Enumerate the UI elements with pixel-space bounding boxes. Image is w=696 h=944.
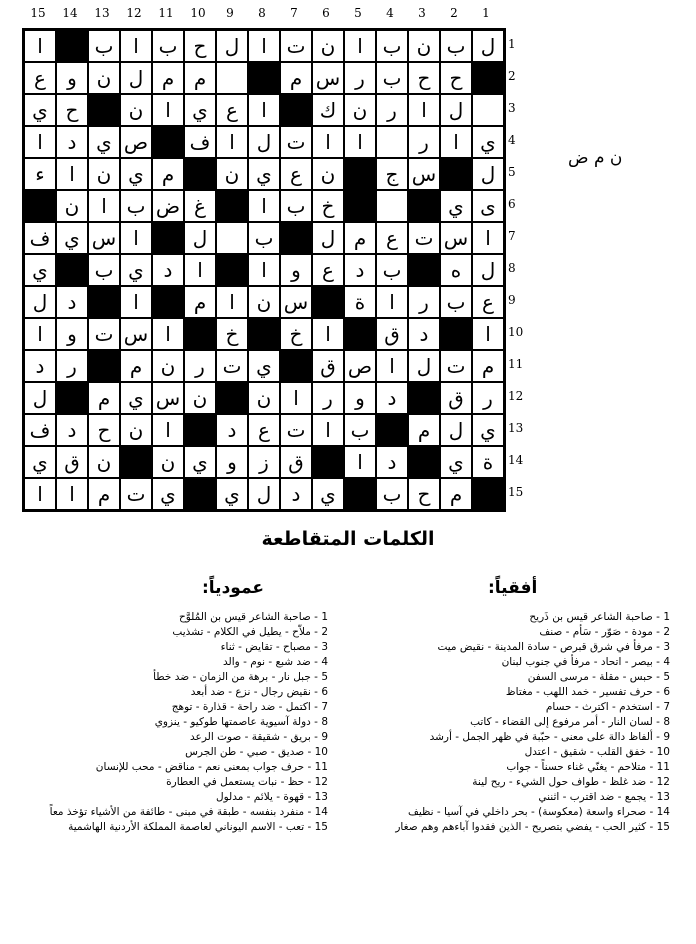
grid-cell[interactable]: ي <box>440 446 472 478</box>
grid-cell[interactable]: ر <box>408 126 440 158</box>
clue-item: 10 - صديق - صبي - طن الجرس <box>185 746 328 758</box>
grid-cell[interactable] <box>376 126 408 158</box>
black-square <box>344 318 376 350</box>
black-square <box>152 126 184 158</box>
grid-cell[interactable]: د <box>24 350 56 382</box>
side-note: ن م ض <box>568 148 623 168</box>
grid-cell[interactable]: ن <box>312 30 344 62</box>
grid-cell[interactable]: ا <box>312 318 344 350</box>
clue-item: 1 - صاحبة الشاعر قيس بن ذَريح <box>529 611 670 623</box>
grid-cell[interactable]: ن <box>120 414 152 446</box>
grid-cell[interactable]: ز <box>248 446 280 478</box>
black-square <box>184 478 216 510</box>
grid-cell[interactable]: د <box>56 414 88 446</box>
black-square <box>216 254 248 286</box>
black-square <box>408 446 440 478</box>
grid-cell[interactable]: ه <box>440 254 472 286</box>
black-square <box>56 30 88 62</box>
grid-cell[interactable]: ل <box>24 382 56 414</box>
grid-cell[interactable]: ف <box>24 222 56 254</box>
grid-cell[interactable]: د <box>280 478 312 510</box>
clue-item: 3 - مرفأ في شرق قبرص - سادة المدينة - نقيض ميت <box>437 641 670 653</box>
grid-cell[interactable]: ا <box>216 126 248 158</box>
grid-cell[interactable]: ي <box>248 158 280 190</box>
column-number: 12 <box>126 6 142 20</box>
column-numbers <box>22 6 502 26</box>
column-number: 9 <box>226 6 234 20</box>
grid-cell[interactable]: ي <box>184 446 216 478</box>
grid-cell[interactable]: ف <box>24 414 56 446</box>
grid-cell[interactable]: د <box>344 254 376 286</box>
black-square <box>440 158 472 190</box>
row-number: 7 <box>508 229 516 243</box>
row-number: 10 <box>508 325 524 339</box>
clue-item: 7 - اكتمل - ضد راحة - قذارة - توهج <box>171 701 328 713</box>
black-square <box>24 190 56 222</box>
grid-cell[interactable]: ب <box>88 254 120 286</box>
grid-cell[interactable]: ق <box>312 350 344 382</box>
grid-cell[interactable]: ن <box>88 62 120 94</box>
row-number: 2 <box>508 69 516 83</box>
grid-cell[interactable]: د <box>152 254 184 286</box>
grid-cell[interactable]: ج <box>376 158 408 190</box>
clue-item: 4 - بيصر - اتحاد - مرفأ في جنوب لبنان <box>501 656 670 668</box>
grid-cell[interactable]: م <box>408 414 440 446</box>
clue-item: 2 - ملاّح - يطيل في الكلام - تشذيب <box>172 626 328 638</box>
black-square <box>152 286 184 318</box>
grid-cell[interactable]: ع <box>472 286 504 318</box>
grid-cell[interactable]: ب <box>376 30 408 62</box>
grid-cell[interactable]: ا <box>248 190 280 222</box>
grid-cell[interactable]: خ <box>312 190 344 222</box>
grid-cell[interactable]: س <box>312 62 344 94</box>
grid-cell[interactable]: ى <box>472 190 504 222</box>
grid-cell[interactable]: ا <box>24 318 56 350</box>
black-square <box>56 254 88 286</box>
clue-item: 15 - كثير الحب - يفضي بتصريح - الذين فقدوا آباءهم وهم صغار <box>395 821 670 833</box>
grid-cell[interactable]: ر <box>376 94 408 126</box>
grid-cell[interactable]: ن <box>152 350 184 382</box>
grid-cell[interactable]: ب <box>280 190 312 222</box>
row-number: 12 <box>508 389 524 403</box>
black-square <box>184 158 216 190</box>
grid-cell[interactable]: ت <box>280 126 312 158</box>
grid-cell[interactable]: س <box>88 222 120 254</box>
across-clues-list <box>350 610 670 835</box>
black-square <box>408 190 440 222</box>
clue-item: 9 - بريق - شقيقة - صوت الرعد <box>190 731 328 743</box>
black-square <box>344 478 376 510</box>
grid-cell[interactable]: ا <box>376 350 408 382</box>
row-number: 3 <box>508 101 516 115</box>
grid-cell[interactable]: ح <box>56 94 88 126</box>
grid-cell[interactable] <box>216 62 248 94</box>
black-square <box>56 382 88 414</box>
grid-cell[interactable]: ن <box>248 382 280 414</box>
grid-cell[interactable]: ب <box>120 190 152 222</box>
grid-cell[interactable]: ء <box>24 158 56 190</box>
grid-cell[interactable]: ا <box>472 222 504 254</box>
grid-cell[interactable]: ل <box>472 254 504 286</box>
grid-cell[interactable]: ب <box>376 478 408 510</box>
grid-cell[interactable]: خ <box>280 318 312 350</box>
grid-cell[interactable]: ب <box>88 30 120 62</box>
grid-cell[interactable]: ا <box>376 286 408 318</box>
clue-item: 13 - يجمع - ضد اقترب - اثنني <box>538 791 670 803</box>
grid-cell[interactable]: ل <box>184 222 216 254</box>
grid-cell[interactable]: ل <box>408 350 440 382</box>
grid-cell[interactable]: ي <box>56 222 88 254</box>
grid-cell[interactable]: ا <box>24 126 56 158</box>
grid-cell[interactable]: ي <box>312 478 344 510</box>
grid-cell[interactable]: ب <box>376 254 408 286</box>
grid-cell[interactable]: ا <box>408 94 440 126</box>
grid-cell[interactable]: م <box>440 478 472 510</box>
grid-cell[interactable]: ا <box>248 254 280 286</box>
clue-item: 8 - دولة آسيوية عاصمتها طوكيو - ينزوي <box>154 716 328 728</box>
grid-cell[interactable]: ا <box>312 414 344 446</box>
black-square <box>280 94 312 126</box>
grid-cell[interactable]: ن <box>120 94 152 126</box>
grid-cell[interactable]: د <box>56 286 88 318</box>
grid-cell[interactable]: ن <box>56 190 88 222</box>
grid-cell[interactable] <box>472 94 504 126</box>
grid-cell[interactable]: ي <box>216 478 248 510</box>
grid-cell[interactable]: ق <box>440 382 472 414</box>
grid-cell[interactable]: و <box>280 254 312 286</box>
grid-cell[interactable]: و <box>56 62 88 94</box>
black-square <box>312 286 344 318</box>
grid-cell[interactable]: ل <box>24 286 56 318</box>
grid-cell[interactable]: م <box>184 62 216 94</box>
clue-item: 12 - ضد غلظ - طواف حول الشيء - ريح لينة <box>472 776 670 788</box>
grid-cell[interactable]: ح <box>408 478 440 510</box>
page-title: الكلمات المتقاطعة <box>261 528 435 550</box>
grid-cell[interactable]: ل <box>248 126 280 158</box>
grid-cell[interactable]: ا <box>152 318 184 350</box>
grid-cell[interactable]: ي <box>152 478 184 510</box>
grid-cell[interactable]: ب <box>248 222 280 254</box>
grid-cell[interactable]: ا <box>472 318 504 350</box>
grid-cell[interactable]: ا <box>312 126 344 158</box>
grid-cell[interactable]: ا <box>56 478 88 510</box>
grid-cell[interactable]: ا <box>152 414 184 446</box>
grid-cell[interactable]: ر <box>472 382 504 414</box>
grid-cell[interactable]: ا <box>344 446 376 478</box>
grid-cell[interactable]: ي <box>248 350 280 382</box>
clue-item: 4 - ضد شبع - نوم - والد <box>223 656 328 668</box>
black-square <box>280 222 312 254</box>
grid-cell[interactable]: ن <box>184 382 216 414</box>
column-number: 1 <box>482 6 490 20</box>
grid-cell[interactable]: س <box>152 382 184 414</box>
grid-cell[interactable]: س <box>408 158 440 190</box>
grid-cell[interactable]: ل <box>472 30 504 62</box>
row-number: 5 <box>508 165 516 179</box>
black-square <box>248 62 280 94</box>
column-number: 8 <box>258 6 266 20</box>
row-number: 8 <box>508 261 516 275</box>
row-number: 9 <box>508 293 516 307</box>
column-number: 7 <box>290 6 298 20</box>
grid-cell[interactable]: ر <box>408 286 440 318</box>
column-number: 6 <box>322 6 330 20</box>
black-square <box>152 222 184 254</box>
grid-cell[interactable]: ق <box>280 446 312 478</box>
row-number: 1 <box>508 37 516 51</box>
clue-item: 14 - صحراء واسعة (معكوسة) - بحر داخلي في آسيا - نظيف <box>407 806 670 818</box>
black-square <box>408 382 440 414</box>
grid-cell[interactable]: ر <box>184 350 216 382</box>
column-number: 14 <box>62 6 78 20</box>
grid-cell[interactable]: م <box>344 222 376 254</box>
grid-cell[interactable]: ل <box>472 158 504 190</box>
grid-cell[interactable]: ي <box>120 158 152 190</box>
grid-cell[interactable]: ت <box>280 414 312 446</box>
grid-cell[interactable]: ا <box>248 30 280 62</box>
clue-item: 3 - مصباح - تقايض - ثناء <box>220 641 328 653</box>
grid-cell[interactable]: ح <box>184 30 216 62</box>
grid-cell[interactable]: ت <box>216 350 248 382</box>
row-number: 13 <box>508 421 524 435</box>
clue-item: 15 - تعب - الاسم اليوناني لعاصمة المملكة الأردنية الهاشمية <box>68 821 328 833</box>
clue-item: 7 - استخدم - اكترث - حسام <box>545 701 670 713</box>
clue-item: 6 - حرف تفسير - خمد اللهب - مغتاظ <box>505 686 670 698</box>
column-number: 4 <box>386 6 394 20</box>
grid-cell[interactable]: ن <box>344 94 376 126</box>
row-number: 11 <box>508 357 524 371</box>
grid-cell[interactable]: ب <box>440 286 472 318</box>
clue-item: 5 - جبل نار - برهة من الزمان - ضد خطأ <box>153 671 328 683</box>
grid-cell[interactable]: ل <box>120 62 152 94</box>
column-number: 13 <box>94 6 110 20</box>
grid-cell[interactable]: د <box>376 382 408 414</box>
grid-cell[interactable]: ل <box>312 222 344 254</box>
grid-cell[interactable]: خ <box>216 318 248 350</box>
grid-cell[interactable]: ب <box>440 30 472 62</box>
black-square <box>88 286 120 318</box>
grid-cell[interactable]: ن <box>408 30 440 62</box>
black-square <box>216 382 248 414</box>
column-number: 10 <box>190 6 206 20</box>
grid-cell[interactable]: ق <box>376 318 408 350</box>
grid-cell[interactable]: ة <box>344 286 376 318</box>
grid-cell[interactable]: س <box>440 222 472 254</box>
clue-item: 13 - قهوة - يلائم - مدلول <box>215 791 328 803</box>
across-heading: أفقياً: <box>488 578 538 598</box>
grid-cell[interactable]: ا <box>184 254 216 286</box>
grid-cell[interactable]: ت <box>120 478 152 510</box>
grid-cell[interactable]: ل <box>248 478 280 510</box>
grid-cell[interactable]: د <box>408 318 440 350</box>
grid-cell[interactable]: م <box>152 158 184 190</box>
black-square <box>408 254 440 286</box>
grid-cell[interactable]: ي <box>24 254 56 286</box>
grid-cell[interactable]: م <box>88 382 120 414</box>
clue-item: 6 - نقيض رجال - نزع - ضد أبعد <box>190 686 328 698</box>
grid-cell[interactable]: ا <box>344 126 376 158</box>
grid-cell[interactable]: ي <box>472 414 504 446</box>
grid-cell[interactable]: ن <box>88 446 120 478</box>
grid-cell[interactable] <box>216 222 248 254</box>
grid-cell[interactable]: ا <box>24 30 56 62</box>
down-heading: عمودياً: <box>202 578 264 598</box>
row-number: 14 <box>508 453 524 467</box>
grid-cell[interactable]: ح <box>440 62 472 94</box>
grid-cell[interactable]: ب <box>152 30 184 62</box>
grid-cell[interactable]: ع <box>24 62 56 94</box>
grid-cell[interactable]: ص <box>344 350 376 382</box>
grid-cell[interactable]: ا <box>280 382 312 414</box>
grid-cell[interactable]: د <box>56 126 88 158</box>
black-square <box>120 446 152 478</box>
grid-cell[interactable]: غ <box>184 190 216 222</box>
grid-cell[interactable]: ا <box>120 30 152 62</box>
grid-cell[interactable]: ع <box>216 94 248 126</box>
grid-cell[interactable]: ا <box>248 94 280 126</box>
clue-item: 11 - متلاحم - يغنّي غناء حسناً - جواب <box>506 761 670 773</box>
grid-cell[interactable]: ا <box>216 286 248 318</box>
grid-cell[interactable]: ن <box>312 158 344 190</box>
grid-cell[interactable]: ح <box>408 62 440 94</box>
row-number: 15 <box>508 485 524 499</box>
grid-cell[interactable]: ا <box>88 190 120 222</box>
black-square <box>184 414 216 446</box>
grid-cell[interactable]: ا <box>120 222 152 254</box>
column-number: 3 <box>418 6 426 20</box>
black-square <box>472 478 504 510</box>
grid-cell[interactable]: ت <box>88 318 120 350</box>
grid-cell[interactable]: ل <box>440 94 472 126</box>
grid-cell[interactable]: ي <box>440 190 472 222</box>
grid-cell[interactable]: م <box>152 62 184 94</box>
grid-cell[interactable]: ا <box>24 478 56 510</box>
crossword-grid <box>22 28 506 512</box>
grid-cell[interactable]: ن <box>88 158 120 190</box>
clue-item: 10 - خفق القلب - شقيق - اعتدل <box>524 746 670 758</box>
clue-item: 2 - مودة - صَوّر - سَأم - صنف <box>539 626 670 638</box>
grid-cell[interactable]: ك <box>312 94 344 126</box>
clue-item: 1 - صاحبة الشاعر قيس بن المُلوَّح <box>178 611 328 623</box>
grid-cell[interactable]: ص <box>120 126 152 158</box>
black-square <box>248 318 280 350</box>
grid-cell[interactable]: س <box>120 318 152 350</box>
grid-cell[interactable]: ر <box>344 62 376 94</box>
grid-cell[interactable]: م <box>120 350 152 382</box>
clue-item: 12 - حظ - نبات يستعمل في العطارة <box>166 776 328 788</box>
grid-cell[interactable]: م <box>88 478 120 510</box>
grid-cell[interactable]: ب <box>376 62 408 94</box>
column-number: 2 <box>450 6 458 20</box>
black-square <box>472 62 504 94</box>
clue-item: 11 - حرف جواب بمعنى نعم - مناقض - محب للإنسان <box>95 761 328 773</box>
black-square <box>344 190 376 222</box>
grid-cell[interactable]: م <box>280 62 312 94</box>
grid-cell[interactable]: ع <box>248 414 280 446</box>
grid-cell[interactable]: و <box>344 382 376 414</box>
grid-cell[interactable]: ا <box>152 94 184 126</box>
black-square <box>440 318 472 350</box>
down-clues-list <box>8 610 328 835</box>
grid-cell[interactable]: ي <box>120 254 152 286</box>
black-square <box>344 158 376 190</box>
grid-cell[interactable]: ل <box>216 30 248 62</box>
clue-item: 8 - لسان النار - أمر مرفوع إلى القضاء - كاتب <box>470 716 670 728</box>
row-number: 6 <box>508 197 516 211</box>
grid-cell[interactable]: ا <box>344 30 376 62</box>
black-square <box>280 350 312 382</box>
clue-item: 5 - حبس - مقلة - مرسى السفن <box>527 671 670 683</box>
grid-cell[interactable]: ل <box>440 414 472 446</box>
grid-cell[interactable]: ي <box>24 446 56 478</box>
column-number: 11 <box>158 6 174 20</box>
black-square <box>184 318 216 350</box>
black-square <box>312 446 344 478</box>
grid-cell[interactable]: ب <box>344 414 376 446</box>
grid-cell[interactable]: ي <box>120 382 152 414</box>
grid-cell[interactable]: ض <box>152 190 184 222</box>
grid-cell[interactable]: ق <box>56 446 88 478</box>
grid-cell[interactable]: ت <box>408 222 440 254</box>
grid-cell[interactable]: ا <box>56 158 88 190</box>
grid-cell[interactable]: ن <box>216 158 248 190</box>
column-number: 5 <box>354 6 362 20</box>
grid-cell[interactable] <box>376 190 408 222</box>
grid-cell[interactable]: ا <box>120 286 152 318</box>
black-square <box>88 94 120 126</box>
grid-cell[interactable]: و <box>56 318 88 350</box>
grid-cell[interactable]: ر <box>56 350 88 382</box>
grid-cell[interactable]: ر <box>312 382 344 414</box>
grid-cell[interactable]: ا <box>440 126 472 158</box>
grid-cell[interactable]: ة <box>472 446 504 478</box>
grid-cell[interactable]: س <box>280 286 312 318</box>
grid-cell[interactable]: ي <box>472 126 504 158</box>
grid-cell[interactable]: د <box>376 446 408 478</box>
grid-cell[interactable]: ت <box>440 350 472 382</box>
grid-cell[interactable]: د <box>216 414 248 446</box>
grid-cell[interactable]: م <box>184 286 216 318</box>
row-number: 4 <box>508 133 516 147</box>
black-square <box>216 190 248 222</box>
grid-cell[interactable]: ح <box>88 414 120 446</box>
grid-cell[interactable]: ي <box>24 94 56 126</box>
grid-cell[interactable]: ع <box>376 222 408 254</box>
grid-cell[interactable]: ي <box>184 94 216 126</box>
grid-cell[interactable]: ف <box>184 126 216 158</box>
black-square <box>376 414 408 446</box>
grid-cell[interactable]: و <box>216 446 248 478</box>
black-square <box>88 350 120 382</box>
clue-item: 14 - منفرد بنفسه - طبقة في مبنى - طائفة من الأشياء تؤخذ معاً <box>49 806 328 818</box>
grid-cell[interactable]: ن <box>152 446 184 478</box>
clue-item: 9 - ألفاظ دالة على معنى - حبّبة في ظهر الجمل - أرشد <box>429 731 670 743</box>
grid-cell[interactable]: ت <box>280 30 312 62</box>
grid-cell[interactable]: م <box>472 350 504 382</box>
grid-cell[interactable]: ع <box>280 158 312 190</box>
grid-cell[interactable]: ع <box>312 254 344 286</box>
column-number: 15 <box>30 6 46 20</box>
grid-cell[interactable]: ن <box>248 286 280 318</box>
grid-cell[interactable]: ي <box>88 126 120 158</box>
